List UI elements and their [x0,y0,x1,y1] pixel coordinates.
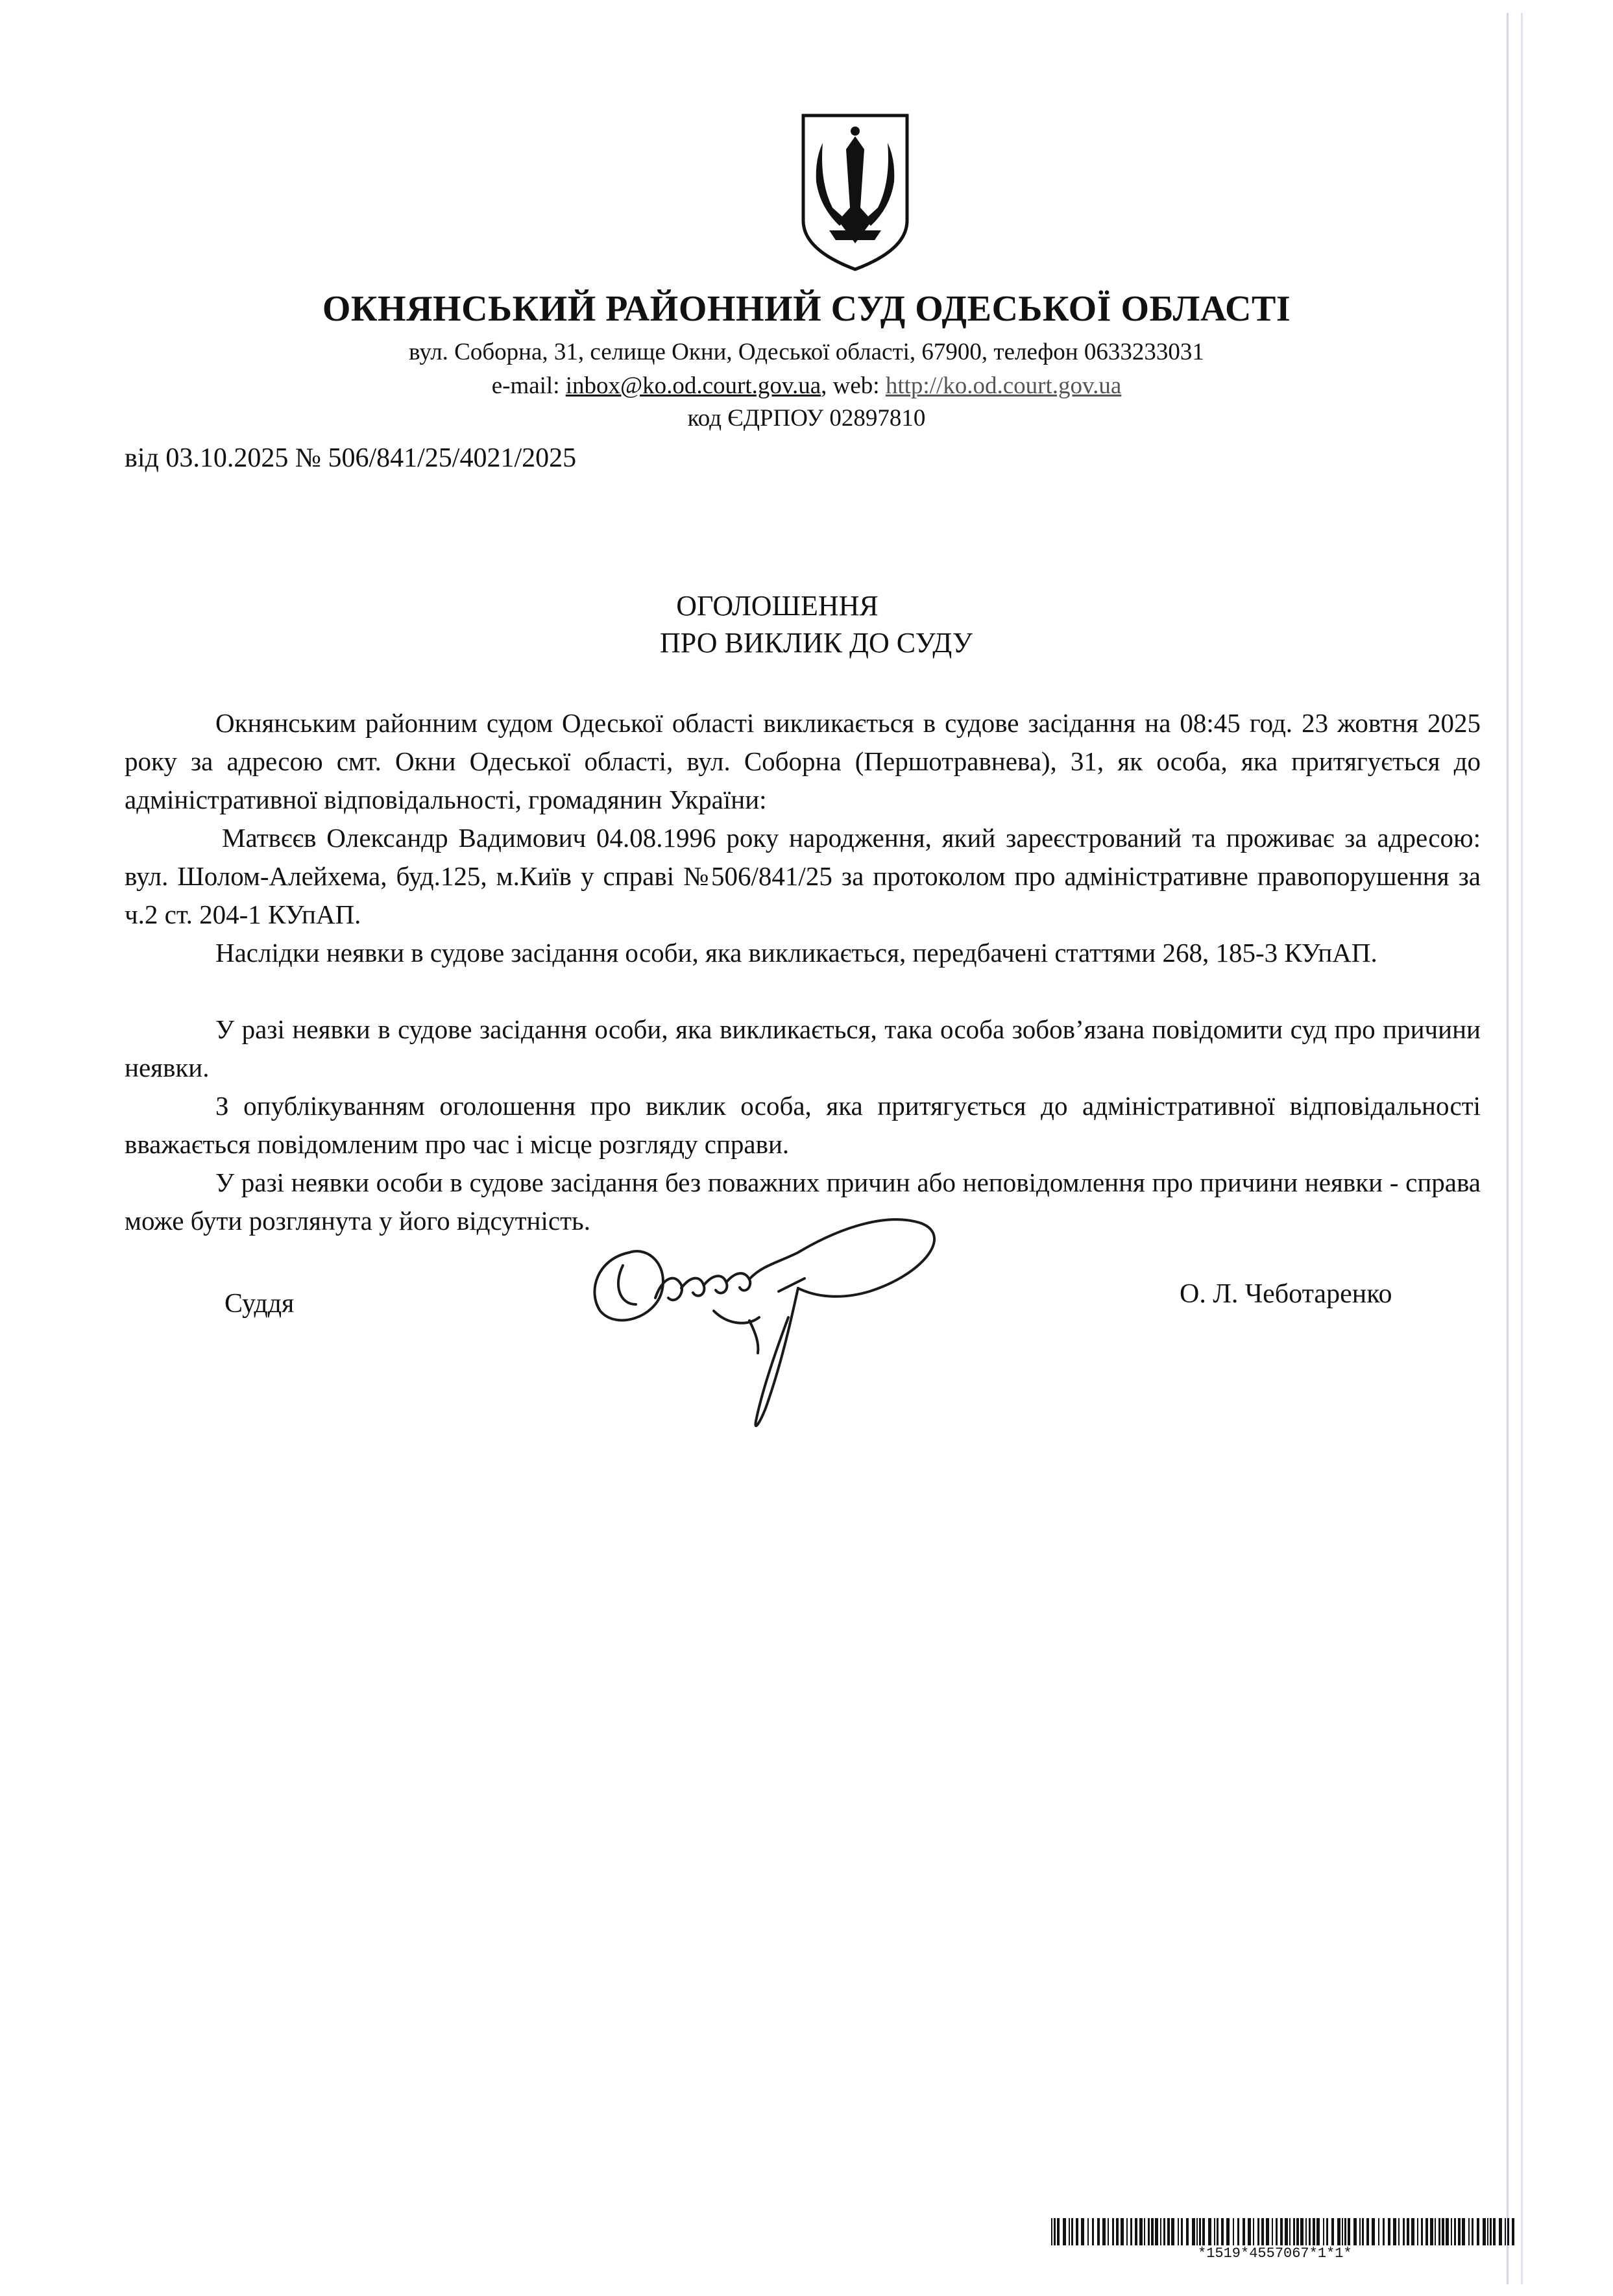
barcode-bar [1507,2218,1509,2245]
barcode-bar [1069,2218,1070,2245]
barcode-bar [1081,2218,1084,2245]
barcode-bar [1462,2218,1465,2245]
barcode-bar [1442,2218,1444,2245]
barcode-bar [1398,2218,1400,2245]
barcode-bar [1217,2218,1219,2245]
barcode-bar [1353,2218,1357,2245]
barcode-bar [1144,2218,1145,2245]
barcode-bar [1178,2218,1179,2245]
document-subtitle: ПРО ВИКЛИК ДО СУДУ [660,627,973,659]
barcode-bar [1378,2218,1379,2245]
paragraph-text: Окнянським районним судом Одеської області викликається в судове засідання на 08:45 год. 23 жовтня 2025 року за адресою смт. Окни Одеської області, вул. Соборна (Першотравнева), 31, як особа, яка притягується до адміністративної відповідальності, громадянин України: [125,708,1481,814]
barcode-bar [1487,2218,1488,2245]
email-label: e-mail: [491,372,560,399]
barcode-bar [1451,2218,1452,2245]
barcode-bar [1316,2218,1320,2245]
barcode-bar [1499,2218,1502,2245]
barcode-bar [1208,2218,1211,2245]
barcode-bar [1063,2218,1066,2245]
barcode-bar [1458,2218,1461,2245]
barcode-bar [1359,2218,1361,2245]
barcode-bar [1477,2218,1479,2245]
barcode-bar [1071,2218,1073,2245]
barcode-bar [1130,2218,1132,2245]
paragraph-text: У разі неявки в судове засідання особи, яка викликається, така особа зобов’язана повідомити суд про причини неявки. [125,1014,1481,1082]
body-paragraph [125,819,1481,934]
barcode-bar [1148,2218,1150,2245]
barcode-bar [1253,2218,1254,2245]
barcode-bar [1468,2218,1470,2245]
barcode-bar [1388,2218,1390,2245]
coat-of-arms-icon [797,110,914,273]
barcode-bar [1435,2218,1436,2245]
body-paragraph [125,1010,1481,1087]
barcode-bar [1051,2218,1052,2245]
barcode-bar [1342,2218,1343,2245]
barcode-bar [1300,2218,1304,2245]
court-edrpou: код ЄДРПОУ 02897810 [687,405,926,432]
barcode-bar [1192,2218,1195,2245]
barcode-bar [1108,2218,1109,2245]
barcode-bar [1407,2218,1409,2245]
barcode-bar [1116,2218,1119,2245]
barcode-bar [1257,2218,1259,2245]
barcode-bar [1135,2218,1137,2245]
court-name: ОКНЯНСЬКИЙ РАЙОННИЙ СУД ОДЕСЬКОЇ ОБЛАСТІ [322,289,1291,329]
document-reference: від 03.10.2025 № 506/841/25/4021/2025 [125,443,577,473]
barcode-bar [1309,2218,1311,2245]
barcode-bar [1305,2218,1307,2245]
handwritten-signature [584,1214,1051,1447]
barcode-bar [1483,2218,1486,2245]
barcode-bar [1248,2218,1251,2245]
body-paragraph [125,704,1481,819]
barcode-bar [1372,2218,1375,2245]
court-contacts [0,372,1613,400]
barcode-bar [1337,2218,1340,2245]
barcode-bar [1493,2218,1496,2245]
barcode-bar [1266,2218,1269,2245]
barcode-bar [1102,2218,1106,2245]
barcode-bar [1293,2218,1295,2245]
barcode-bar [1181,2218,1183,2245]
barcode-bar [1112,2218,1114,2245]
barcode-bar [1151,2218,1154,2245]
paragraph-text: З опублікуванням оголошення про виклик особа, яка притягується до адміністративної відповідальності вважається повідомленим про час і місце розгляду справи. [125,1091,1481,1159]
barcode-bar [1139,2218,1143,2245]
barcode-bar [1313,2218,1315,2245]
barcode-bar [1285,2218,1288,2245]
email-link[interactable]: inbox@ko.od.court.gov.ua [565,372,821,399]
barcode-bar [1097,2218,1100,2245]
judge-name: О. Л. Чеботаренко [1180,1279,1392,1309]
document-title: ОГОЛОШЕННЯ [676,590,879,622]
barcode-bar [1344,2218,1346,2245]
barcode-bar [1226,2218,1230,2245]
barcode-bar [1505,2218,1506,2245]
barcode-bar [1202,2218,1205,2245]
barcode-bar [1417,2218,1418,2245]
body-paragraph [125,1087,1481,1164]
barcode-bar [1393,2218,1396,2245]
barcode-bar [1076,2218,1078,2245]
barcode-bar [1383,2218,1385,2245]
paragraph-text: Наслідки неявки в судове засідання особи, яка викликається, передбачені статтями 268, 185-3 КУпАП. [215,938,1377,968]
barcode-bar [1454,2218,1456,2245]
paragraph-text: Матвєєв Олександр Вадимович 04.08.1996 року народження, який зареєстрований та проживає за адресою: вул. Шолом-Алейхема, буд.125, м.Київ у справі №506/841/25 за протоколом про адміністративне правопорушення за ч.2 ст. 204-1 КУпАП. [125,823,1481,929]
barcode-bar [1425,2218,1428,2245]
barcode-bar [1472,2218,1474,2245]
barcode-bar [1289,2218,1291,2245]
barcode-bar [1326,2218,1328,2245]
barcode-bar [1167,2218,1170,2245]
barcode-bar [1512,2218,1514,2245]
barcode-bar [1323,2218,1324,2245]
body-paragraph [125,934,1481,972]
web-label: , web: [821,372,880,399]
barcode-bar [1233,2218,1234,2245]
barcode-bar [1430,2218,1433,2245]
paragraph-text: У разі неявки особи в судове засідання без поважних причин або неповідомлення про причини неявки - справа може бути розглянута у його відсутність. [125,1167,1481,1236]
barcode-bar [1280,2218,1283,2245]
barcode-bar [1163,2218,1165,2245]
barcode-bar [1261,2218,1264,2245]
barcode-bar [1276,2218,1278,2245]
barcode-bar [1186,2218,1189,2245]
barcode-bar [1446,2218,1449,2245]
barcode-bar [1331,2218,1334,2245]
barcode-bar [1087,2218,1089,2245]
barcode-bar [1160,2218,1161,2245]
barcode-bar [1171,2218,1174,2245]
barcode-bar [1403,2218,1405,2245]
barcode-bar [1421,2218,1423,2245]
document-barcode [1051,2218,1518,2245]
barcode-bar [1121,2218,1124,2245]
barcode-bar [1214,2218,1215,2245]
court-address: вул. Соборна, 31, селище Окни, Одеської області, 67900, телефон 0633233031 [409,339,1204,365]
barcode-bar [1243,2218,1245,2245]
barcode-number: *1519*4557067*1*1* [1198,2245,1352,2262]
barcode-bar [1155,2218,1158,2245]
barcode-bar [1092,2218,1094,2245]
barcode-bar [1126,2218,1128,2245]
barcode-bar [1221,2218,1224,2245]
barcode-bar [1054,2218,1056,2245]
barcode-bar [1366,2218,1369,2245]
judge-role-label: Суддя [224,1289,295,1319]
barcode-bar [1196,2218,1198,2245]
barcode-bar [1348,2218,1350,2245]
barcode-bar [1411,2218,1414,2245]
barcode-bar [1438,2218,1440,2245]
barcode-bar [1237,2218,1239,2245]
website-link[interactable]: http://ko.od.court.gov.ua [885,372,1122,399]
barcode-bar [1490,2218,1492,2245]
barcode-bar [1057,2218,1060,2245]
barcode-bar [1362,2218,1364,2245]
barcode-bar [1296,2218,1299,2245]
barcode-bar [1272,2218,1273,2245]
barcode-bar [1199,2218,1201,2245]
